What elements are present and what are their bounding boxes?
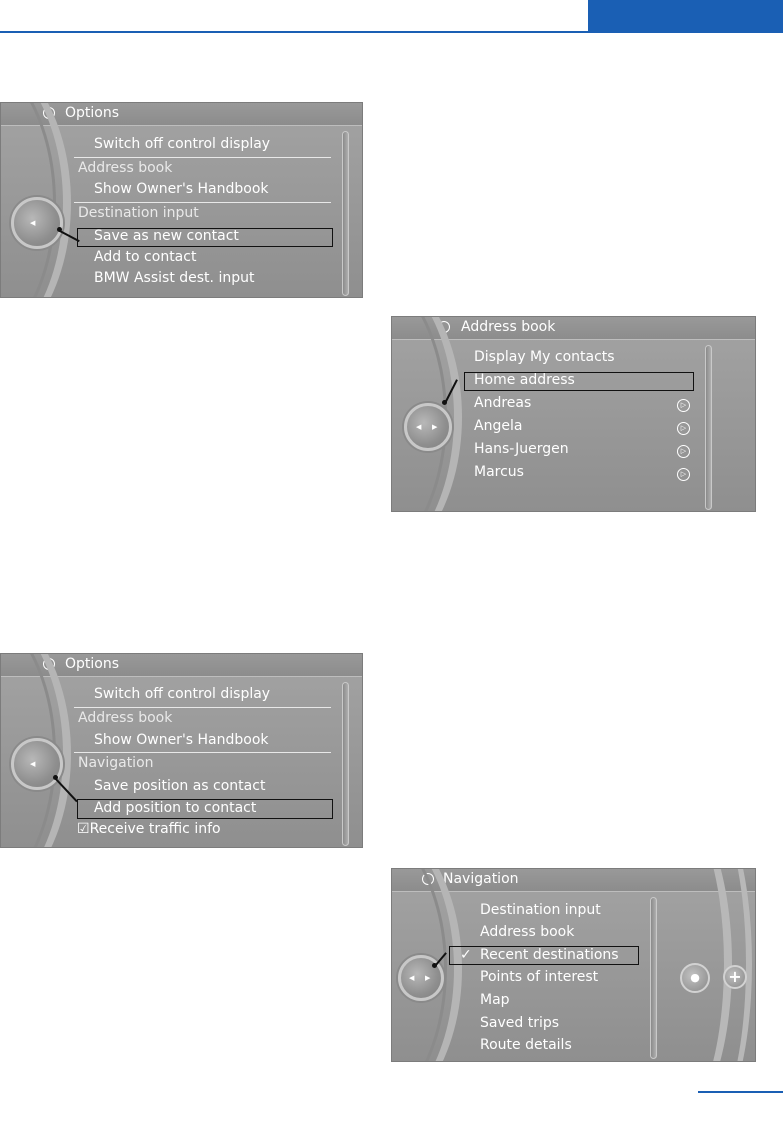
divider	[74, 202, 331, 203]
contact-angela[interactable]: Angela	[474, 418, 523, 434]
controller-knob[interactable]	[11, 197, 63, 249]
selection-frame	[77, 228, 333, 247]
address-book-screen	[391, 316, 756, 512]
arrow-right-icon: ▶	[432, 423, 438, 431]
destination-icon[interactable]: ▷	[677, 445, 690, 458]
options-screen-destination	[0, 102, 363, 298]
divider	[74, 707, 331, 708]
destination-icon[interactable]: ▷	[677, 399, 690, 412]
menu-item-add-to-contact[interactable]: Add to contact	[94, 249, 197, 265]
map-view-button[interactable]	[680, 963, 710, 993]
scrollbar[interactable]	[705, 345, 712, 510]
menu-item-owners-handbook[interactable]: Show Owner's Handbook	[94, 181, 269, 197]
scrollbar[interactable]	[650, 897, 657, 1059]
checkbox-checked-icon: ☑	[77, 821, 90, 837]
checkbox-receive-traffic[interactable]	[77, 821, 221, 837]
options-screen-navigation	[0, 653, 363, 848]
destination-icon[interactable]: ▷	[677, 422, 690, 435]
scrollbar[interactable]	[342, 682, 349, 846]
menu-item-route-details[interactable]: Route details	[480, 1037, 572, 1053]
menu-item-bmw-assist[interactable]: BMW Assist dest. input	[94, 270, 255, 286]
arrow-right-icon: ▶	[425, 974, 431, 982]
menu-item-map[interactable]: Map	[480, 992, 510, 1008]
menu-item-switch-off-display[interactable]: Switch off control display	[94, 136, 271, 152]
menu-item-switch-off-display[interactable]: Switch off control display	[94, 686, 271, 702]
menu-item-display-contacts[interactable]: Display My contacts	[474, 349, 615, 365]
selection-frame	[77, 799, 333, 819]
menu-item-add-position[interactable]: Add position to contact	[94, 800, 257, 816]
check-icon: ✓	[460, 947, 472, 963]
plus-icon: +	[728, 967, 742, 986]
scrollbar[interactable]	[342, 131, 349, 296]
selection-frame	[464, 372, 694, 391]
divider	[74, 752, 331, 753]
menu-item-owners-handbook[interactable]: Show Owner's Handbook	[94, 732, 269, 748]
contact-andreas[interactable]: Andreas	[474, 395, 532, 411]
contact-hans-juergen[interactable]: Hans-Juergen	[474, 441, 569, 457]
menu-item-address-book[interactable]: Address book	[480, 924, 575, 940]
screen-title: Options	[65, 656, 120, 672]
section-destination-input: Destination input	[78, 205, 199, 221]
arrow-left-icon: ◀	[416, 423, 422, 431]
section-navigation: Navigation	[78, 755, 154, 771]
contact-marcus[interactable]: Marcus	[474, 464, 524, 480]
divider	[74, 157, 331, 158]
selection-frame	[449, 946, 639, 965]
zoom-in-button[interactable]	[723, 965, 747, 989]
menu-item-save-new-contact[interactable]: Save as new contact	[94, 228, 239, 244]
controller-knob[interactable]	[404, 403, 452, 451]
controller-knob[interactable]	[11, 738, 63, 790]
footer-rule	[698, 1091, 783, 1093]
chapter-tab	[588, 0, 783, 33]
destination-icon[interactable]: ▷	[677, 468, 690, 481]
menu-item-saved-trips[interactable]: Saved trips	[480, 1015, 560, 1031]
map-icon: ●	[690, 971, 700, 984]
menu-item-label: Recent destinations	[480, 947, 619, 963]
menu-item-points-of-interest[interactable]: Points of interest	[480, 969, 599, 985]
navigation-screen	[391, 868, 756, 1062]
section-address-book: Address book	[78, 160, 173, 176]
menu-item-save-position[interactable]: Save position as contact	[94, 778, 266, 794]
arrow-left-icon: ◀	[409, 974, 415, 982]
menu-item-home-address[interactable]: Home address	[474, 372, 575, 388]
screen-title: Address book	[461, 319, 556, 335]
arrow-left-icon: ◀	[30, 219, 36, 227]
screen-title: Options	[65, 105, 120, 121]
screen-title: Navigation	[443, 871, 519, 887]
checkbox-label: Receive traffic info	[89, 821, 221, 837]
section-address-book: Address book	[78, 710, 173, 726]
menu-item-destination-input[interactable]: Destination input	[480, 902, 601, 918]
arrow-left-icon: ◀	[30, 760, 36, 768]
